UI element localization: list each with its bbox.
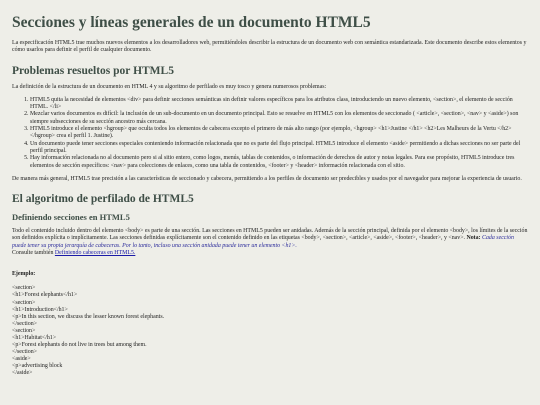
headings-link[interactable]: Definiendo cabeceras en HTML5. xyxy=(54,250,136,257)
problems-list xyxy=(12,97,528,170)
note-text: Cada sección puede tener su propia jerarquía de cabeceras. Por lo tanto, incluso una sección anidada puede tener un elemento <h1>. xyxy=(12,235,514,249)
code-line: <section> xyxy=(12,299,36,306)
code-line: <section> xyxy=(12,327,36,334)
code-line: <section> xyxy=(12,285,36,292)
problems-summary: De manera más general, HTML5 trae precisión a las características de seccionado y cabecera, permitiendo a los perfiles de documento ser predecibles y usados por el navegador para mejorar la experiencia de usuario. xyxy=(12,175,522,182)
problems-intro: La definición de la estructura de un documento en HTML 4 y su algoritmo de perfilado es muy tosco y genera numerosos problemas: xyxy=(12,83,327,90)
algorithm-heading: El algoritmo de perfilado de HTML5 xyxy=(12,193,194,206)
example-label: Ejemplo: xyxy=(12,271,36,278)
list-item: 3. HTML5 introduce el elemento <hgroup> que oculta todos los elementos de cabecera excepto el primero de más alto rango (por ejemplo, <hgroup> <h1>Justine </h1> <h2>Les Malheurs de la Vertu </h2> </hgroup> crea el perfil 1. Justine). xyxy=(30,126,528,141)
code-line: <p>advertising block xyxy=(12,363,63,370)
example-code xyxy=(12,285,528,377)
sections-paragraph xyxy=(12,228,528,257)
code-line: </aside> xyxy=(12,370,33,377)
intro-paragraph: La especificación HTML5 trae muchos nuevos elementos a los desarrolladores web, permitiéndoles describir la estructura de un documento web con semántica estandarizada. Este documento describe estos elementos y cómo usarlos para definir el perfil de cualquier documento. xyxy=(12,40,527,54)
sections-subheading: Definiendo secciones en HTML5 xyxy=(12,212,130,223)
list-item: 4. Un documento puede tener secciones especiales conteniendo información relacionada que no es parte del flujo principal. HTML5 introduce el elemento <aside> permitiendo a dichas secciones no ser parte del perfil principal. xyxy=(30,141,528,156)
note-label: Nota: xyxy=(466,235,481,242)
list-item: 2. Mezclar varios documentos es difícil: la inclusión de un sub-documento en un documento principal. Esto se resuelve en HTML5 con los elementos de seccionado ( <article>, <section>, <nav> y <aside>) son siempre subsecciones de su sección ancestro más cercana. xyxy=(30,111,528,126)
list-item: 1. HTML5 quita la necesidad de elementos <div> para definir secciones semánticas sin definir valores específicos para los atributos class, introduciendo un nuevo elemento, <section>, el elemento de sección HTML. </li> xyxy=(30,97,528,112)
code-line: <p>Forest elephants do not live in trees but among them. xyxy=(12,342,147,349)
code-line: </section> xyxy=(12,320,37,327)
page-title: Secciones y líneas generales de un documento HTML5 xyxy=(12,14,371,31)
code-line: <h1>Habitat</h1> xyxy=(12,335,57,341)
see-also-text: Consulte también xyxy=(12,250,54,257)
code-line: <h1>Introduction</h1> xyxy=(12,306,68,313)
code-line: </section> xyxy=(12,349,37,356)
list-item: 5. Hay información relacionada no al documento pero si al sitio entero, como logos, menús, tablas de contenidos, o información de derechos de autor y notas legales. Para ese propósito, HTML5 introduce tres elementos de sección específicos: <nav> para colecciones de enlaces, como una tabla de contenidos, <footer> y <header> información relacionada con el sitio. xyxy=(30,155,528,170)
code-line: <p>In this section, we discuss the lesser known forest elephants. xyxy=(12,313,165,320)
sections-text: Todo el contenido incluido dentro del elemento <body> es parte de una sección. Las secciones en HTML5 pueden ser anidadas. Además de la sección principal, definida por el elemento <body>, los límites de la sección son definidos explícita o implícitamente. Las secciones definidas explícitamente son el contenido definido en las etiquetas <body>, <section>, <article>, <aside>, <footer>, <header>, y <nav>. xyxy=(12,228,528,242)
code-line: <h1>Forest elephants</h1> xyxy=(12,292,78,299)
code-line: <aside> xyxy=(12,356,31,363)
problems-heading: Problemas resueltos por HTML5 xyxy=(12,64,174,77)
